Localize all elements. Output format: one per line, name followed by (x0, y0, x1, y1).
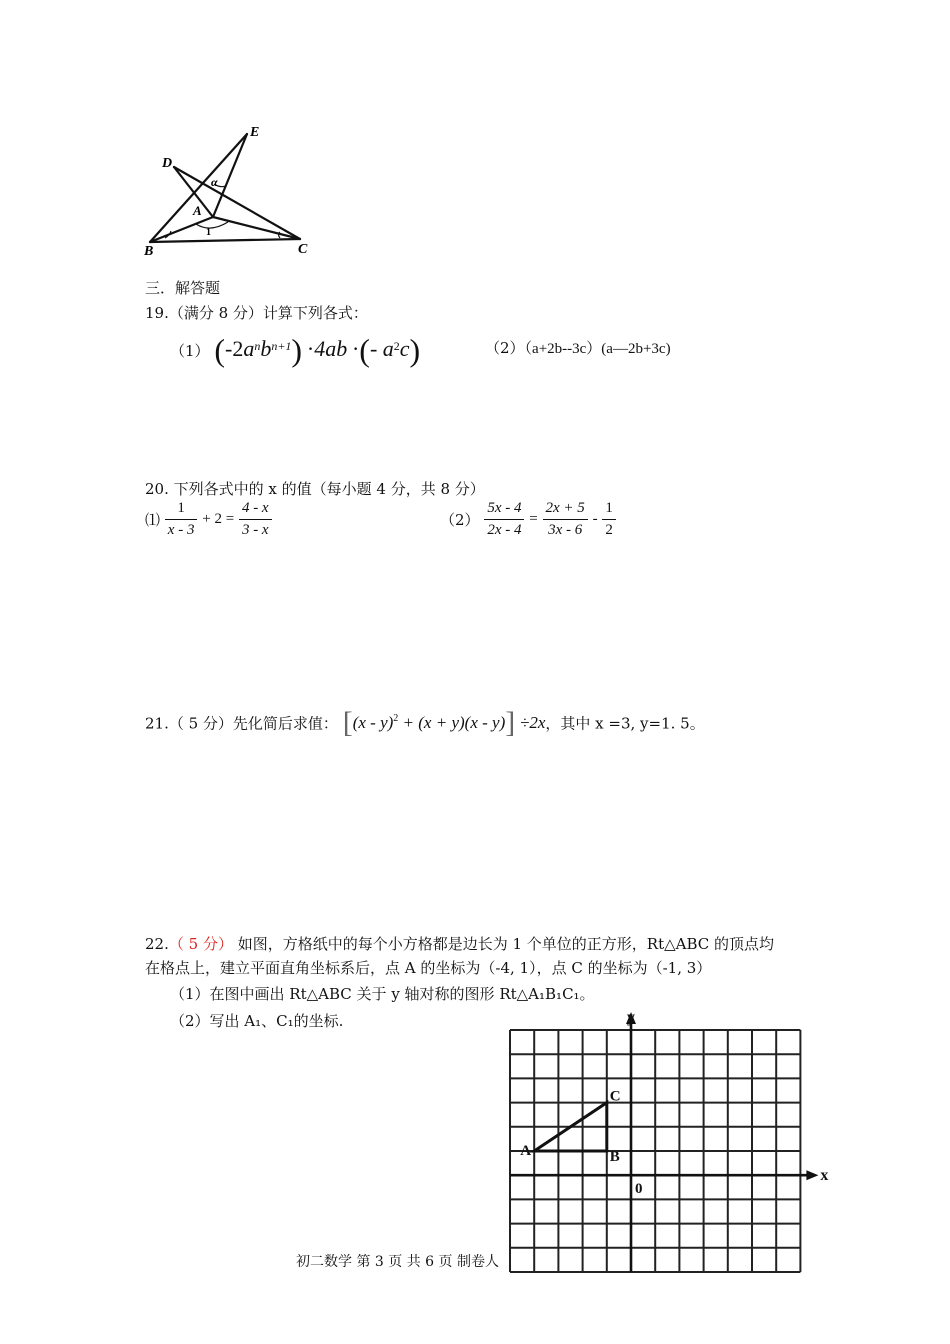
q20-part2: （2） $\frac{5x - 4}{2x - 4}$ = $\frac{2x + 5}{3x - 6}$ - $\frac{1}{2}$ (440, 500, 616, 539)
q19-part2 (485, 337, 671, 358)
q19-header: 19.（满分 8 分）计算下列各式： (145, 304, 368, 322)
q20-p2-frac2: $\frac{2x + 5}{3x - 6}$ (543, 500, 588, 539)
q22-sub2: （2）写出 A₁、C₁的坐标. (170, 1012, 344, 1030)
q19-part1: （1） $(-2a^nb^{n+1}) \cdot 4ab$ ·(- $a^2c$) (170, 332, 421, 368)
label-point-c: C (609, 1088, 621, 1105)
q22-points: （ 5 分） (168, 935, 233, 953)
q20-header: 20. 下列各式中的 x 的值（每小题 4 分，共 8 分） (145, 480, 485, 498)
q20-p1-frac1: $\frac{1}{x - 3}$ (165, 500, 198, 539)
triangle-figure (140, 120, 315, 260)
segment-ba (150, 217, 213, 242)
x-axis-arrow (806, 1170, 818, 1180)
label-e: E (250, 125, 260, 140)
paren-open: ( (214, 332, 225, 368)
q20-part1: ⑴ $\frac{1}{x - 3}$ + 2 = $\frac{4 - x}{3 - x}$ (145, 500, 272, 539)
q19-part1-label: （1） (170, 342, 210, 360)
q20-p2-frac3: $\frac{1}{2}$ (602, 500, 616, 539)
label-point-a: A (520, 1143, 532, 1159)
q20-p2-frac1: $\frac{5x - 4}{2x - 4}$ (484, 500, 524, 539)
q22-sub1: （1）在图中画出 Rt△ABC 关于 y 轴对称的图形 Rt△A₁B₁C₁。 (170, 985, 595, 1003)
q22-line1: 22.（ 5 分） 如图，方格纸中的每个小方格都是边长为 1 个单位的正方形，Rt△ABC 的顶点均 (145, 935, 775, 953)
label-alpha: α (211, 175, 218, 189)
section-title: 三．解答题 (145, 279, 221, 297)
label-a: A (193, 203, 202, 218)
label-1: 1 (206, 227, 211, 238)
q21: 21.（ 5 分）先化简后求值： [(x - y)$^2$ + (x + y)(x - y)] ÷2x，其中 x =3, y=1. 5。 (145, 706, 705, 739)
label-c: C (298, 242, 308, 257)
label-origin: 0 (635, 1181, 643, 1198)
label-x-axis: x (820, 1167, 829, 1185)
q19-part2-label: （2） (485, 339, 525, 357)
label-point-b: B (609, 1149, 620, 1165)
q19-part2-text: （a+2b--3c）(a—2b+3c) (524, 341, 671, 357)
label-b: B (144, 244, 154, 259)
coordinate-grid (500, 1008, 829, 1283)
page-footer: 初二数学 第 3 页 共 6 页 制卷人 (296, 1251, 501, 1271)
segment-ac (213, 217, 300, 239)
label-d: D (162, 156, 173, 171)
segment-bc (150, 239, 300, 242)
paren-close: ) (291, 332, 303, 368)
q20-p1-frac2: $\frac{4 - x}{3 - x}$ (239, 500, 272, 539)
label-y-axis: y (627, 1009, 635, 1026)
q22-line2: 在格点上，建立平面直角坐标系后，点 A 的坐标为（-4, 1），点 C 的坐标为（-1, 3） (145, 959, 712, 977)
